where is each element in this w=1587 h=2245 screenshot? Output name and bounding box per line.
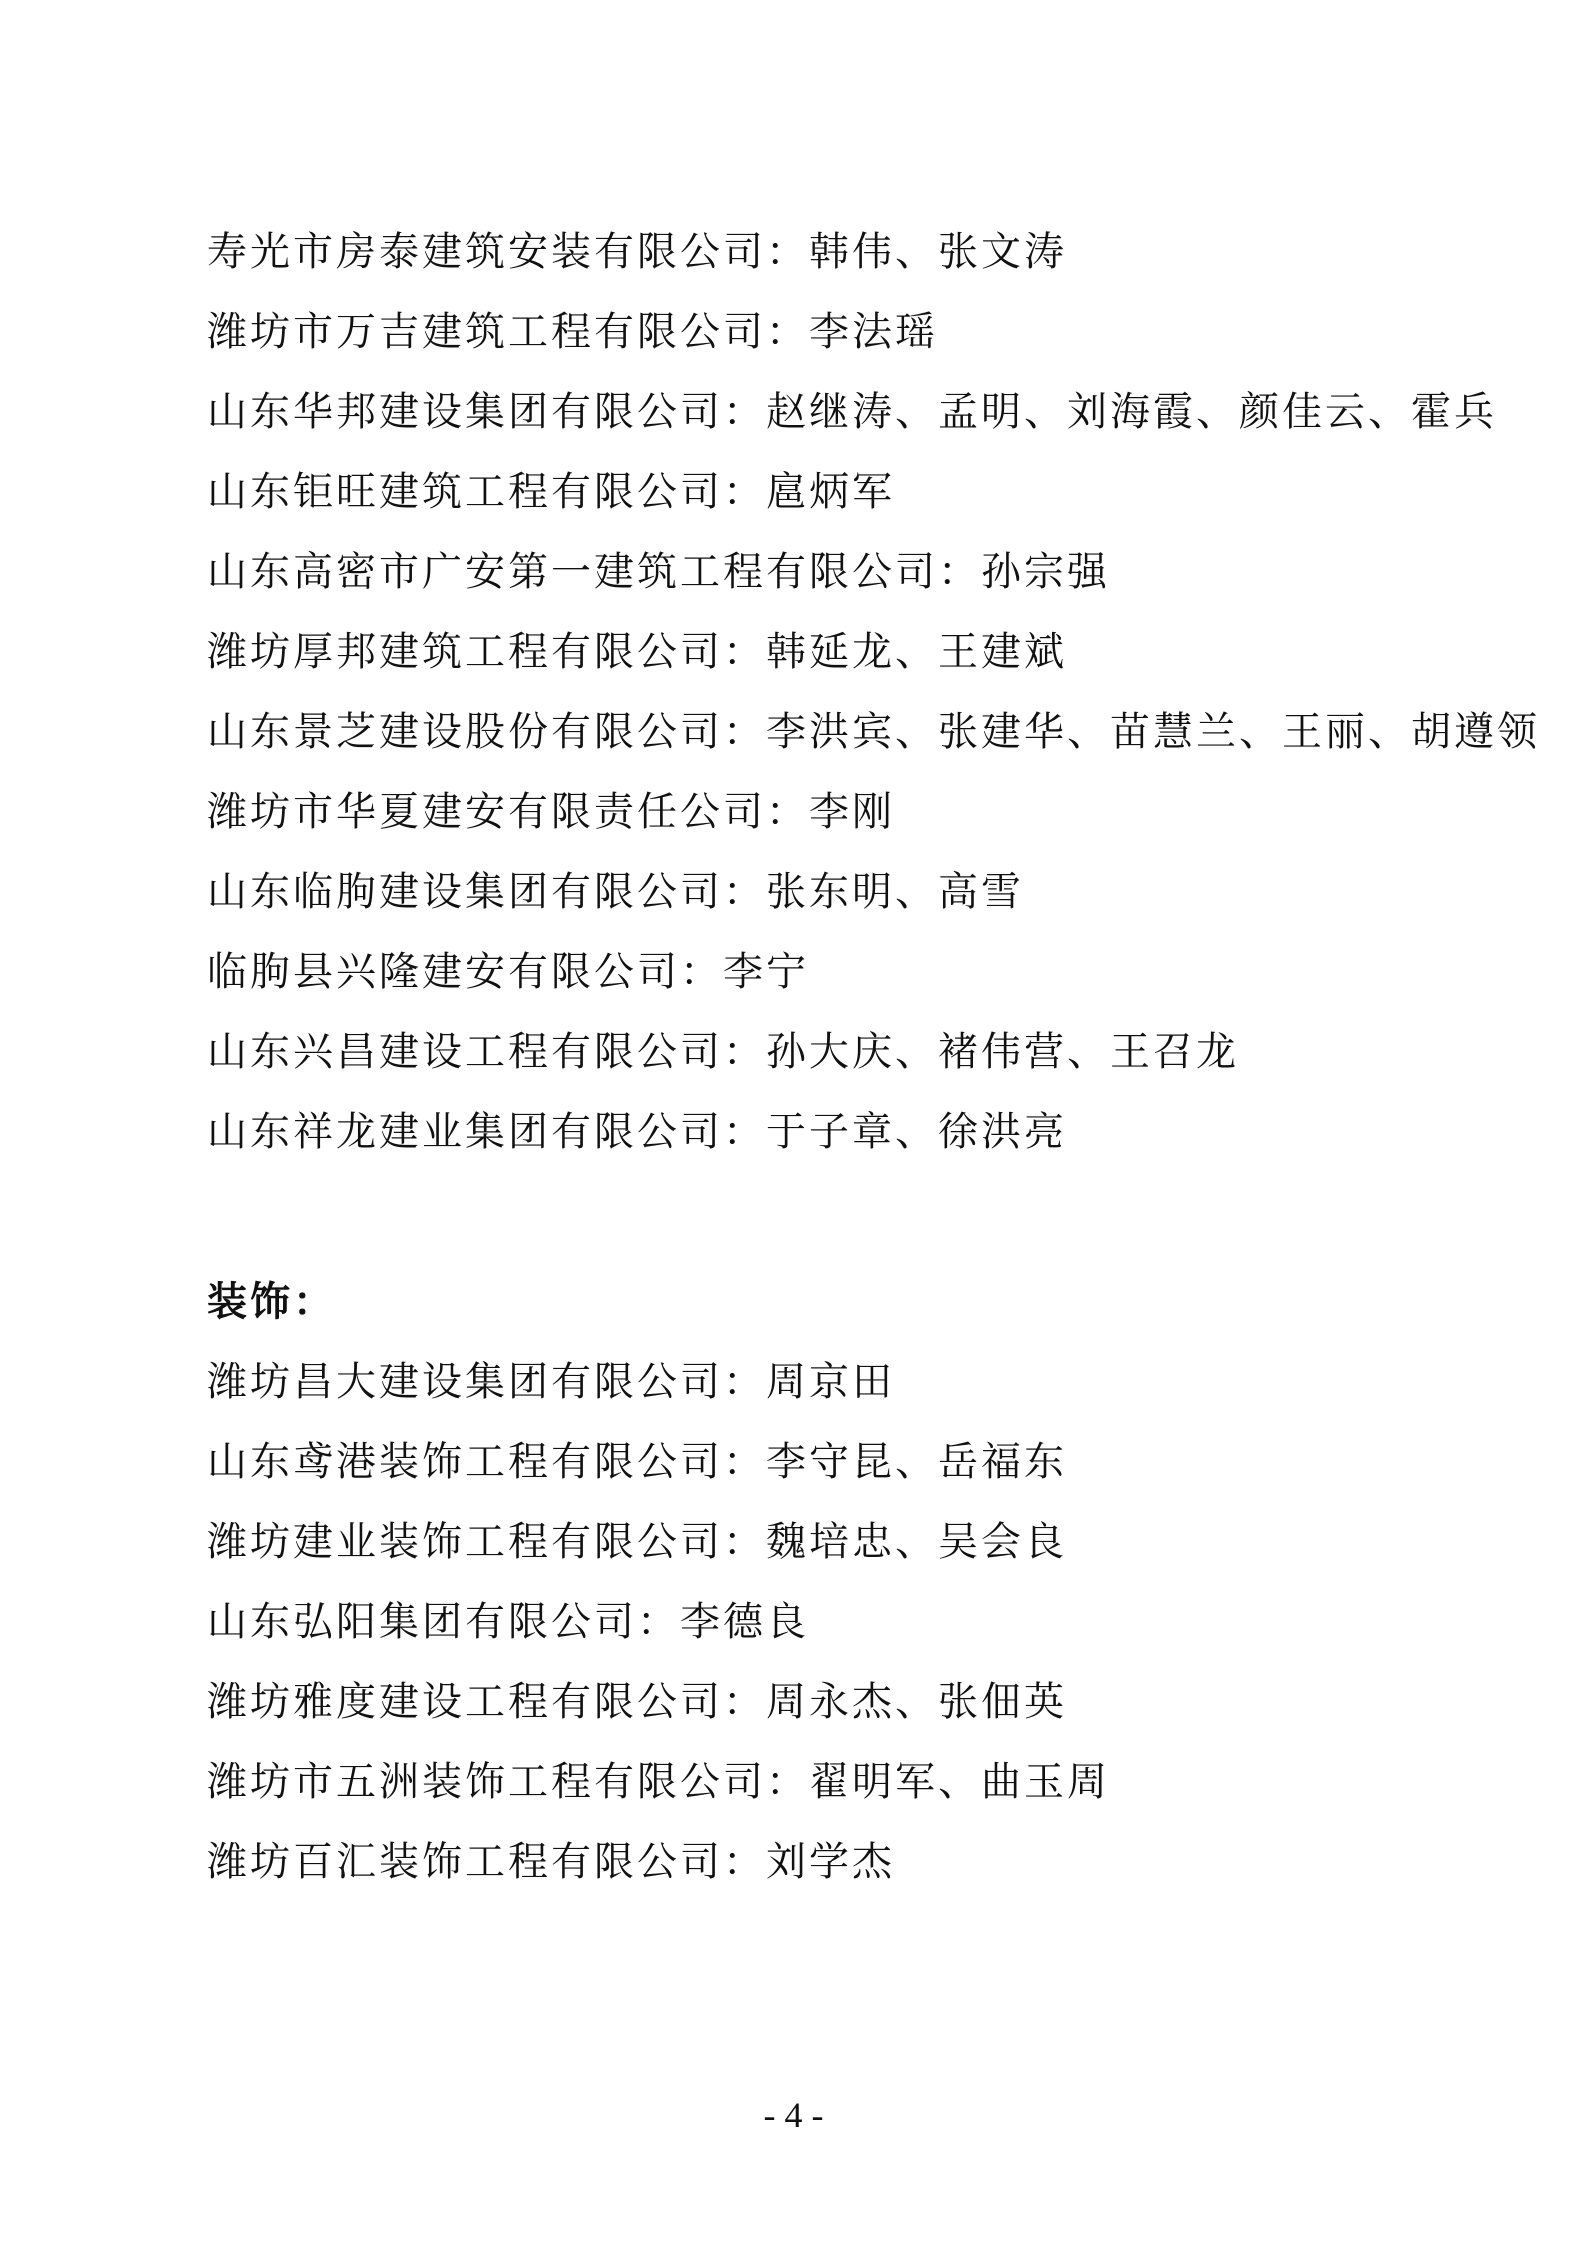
list-item: 山东兴昌建设工程有限公司：孙大庆、褚伟营、王召龙 — [207, 1029, 1239, 1075]
list-item: 潍坊建业装饰工程有限公司：魏培忠、吴会良 — [207, 1519, 1067, 1565]
list-item: 寿光市房泰建筑安装有限公司：韩伟、张文涛 — [207, 229, 1067, 275]
list-item: 山东鸢港装饰工程有限公司：李守昆、岳福东 — [207, 1439, 1067, 1485]
list-item: 潍坊市华夏建安有限责任公司：李刚 — [207, 789, 895, 835]
decoration-section — [207, 1262, 1407, 1902]
list-item: 山东华邦建设集团有限公司：赵继涛、孟明、刘海霞、颜佳云、霍兵 — [207, 389, 1497, 435]
list-item: 山东景芝建设股份有限公司：李洪宾、张建华、苗慧兰、王丽、胡遵领 — [207, 709, 1540, 755]
list-item: 山东临朐建设集团有限公司：张东明、高雪 — [207, 869, 1024, 915]
list-item: 潍坊厚邦建筑工程有限公司：韩延龙、王建斌 — [207, 629, 1067, 675]
list-item: 潍坊雅度建设工程有限公司：周永杰、张佃英 — [207, 1679, 1067, 1725]
list-item: 潍坊市万吉建筑工程有限公司：李法瑶 — [207, 309, 938, 355]
list-item: 临朐县兴隆建安有限公司：李宁 — [207, 949, 809, 995]
page-number: - 4 - — [763, 2095, 824, 2135]
list-item: 山东祥龙建业集团有限公司：于子章、徐洪亮 — [207, 1109, 1067, 1155]
list-item: 山东弘阳集团有限公司：李德良 — [207, 1599, 809, 1645]
list-item: 山东钜旺建筑工程有限公司：扈炳军 — [207, 469, 895, 515]
list-item: 潍坊昌大建设集团有限公司：周京田 — [207, 1359, 895, 1405]
list-item: 潍坊百汇装饰工程有限公司：刘学杰 — [207, 1839, 895, 1885]
construction-list — [207, 212, 1540, 1172]
list-item: 潍坊市五洲装饰工程有限公司：翟明军、曲玉周 — [207, 1759, 1110, 1805]
list-item: 山东高密市广安第一建筑工程有限公司：孙宗强 — [207, 549, 1110, 595]
section-heading: 装饰： — [207, 1278, 336, 1325]
